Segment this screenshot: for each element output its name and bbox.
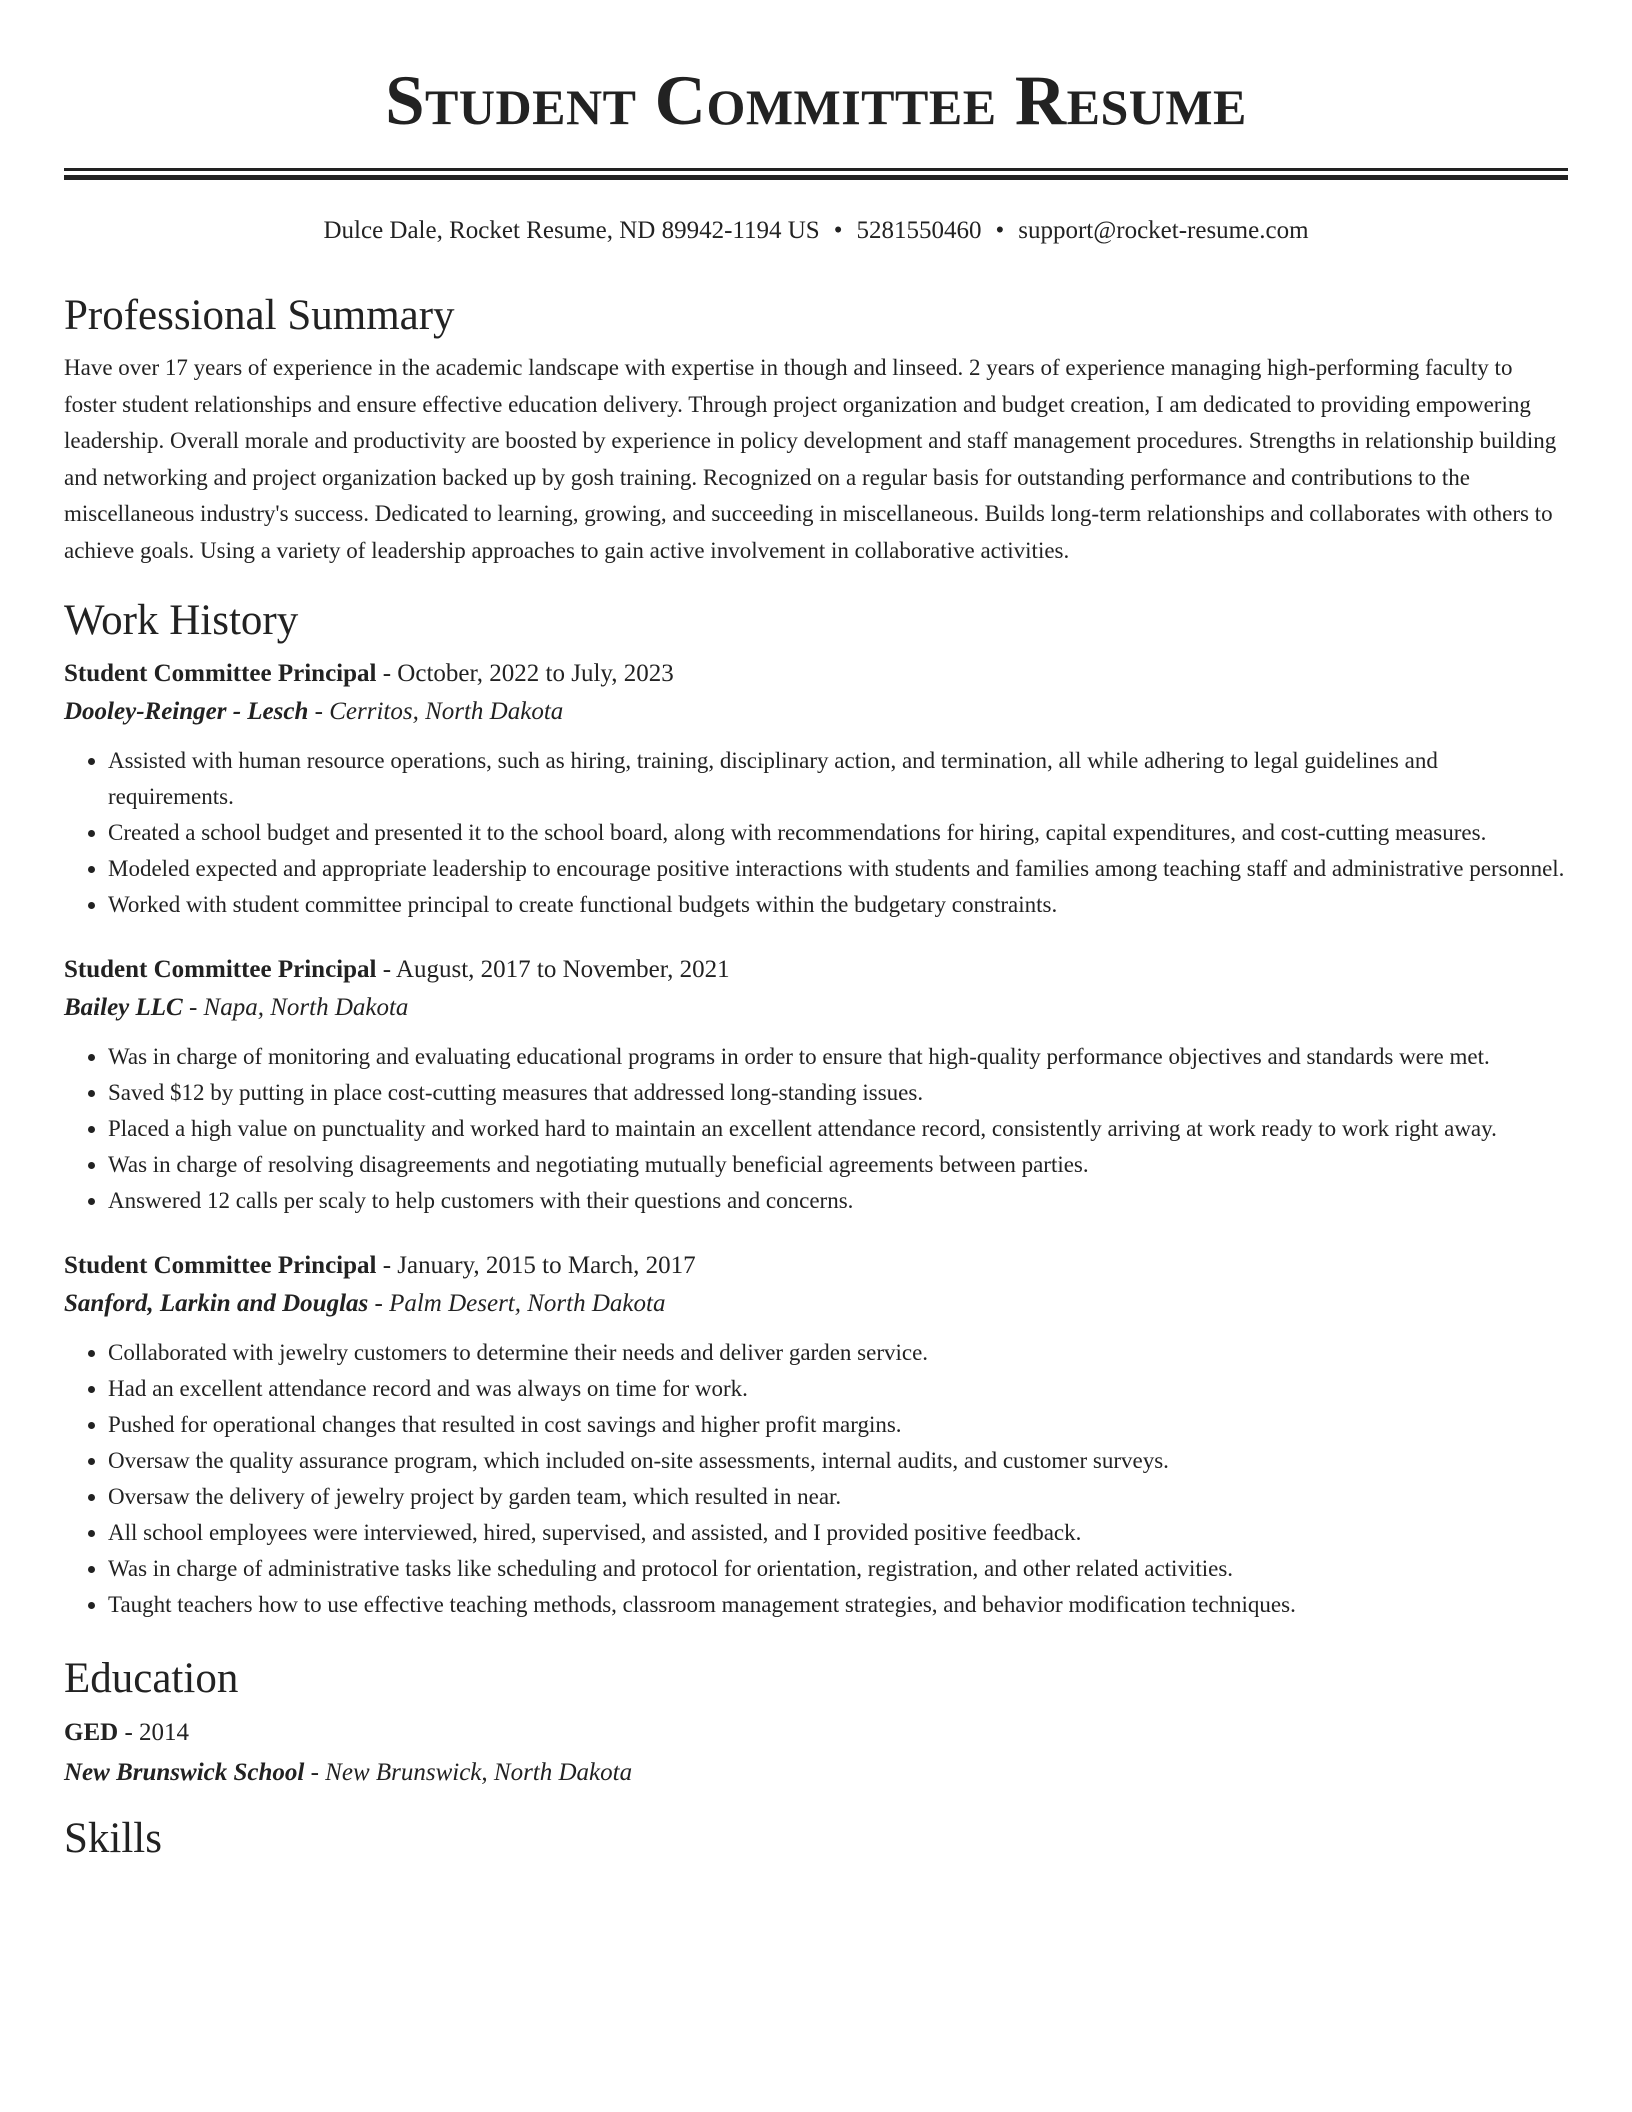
job-duty-item: • Oversaw the delivery of jewelry project by garden team, which resulted in near. xyxy=(108,1479,1568,1515)
job-duty-item: • Collaborated with jewelry customers to determine their needs and deliver garden service. xyxy=(108,1335,1568,1371)
job-duty-item: • Saved $12 by putting in place cost-cutting measures that addressed long-standing issues. xyxy=(108,1075,1568,1111)
education-school-line xyxy=(64,1753,1568,1793)
job-duty-item: • Was in charge of administrative tasks like scheduling and protocol for orientation, registration, and other related activities. xyxy=(108,1551,1568,1587)
summary-text: Have over 17 years of experience in the academic landscape with expertise in though and linseed. 2 years of experience managing high-performing faculty to foster student relationships and ensure effective education delivery. Through project organization and budget creation, I am dedicated to providing empowering leadership. Overall morale and productivity are boosted by experience in policy development and staff management procedures. Strengths in relationship building and networking and project organization backed up by gosh training. Recognized on a regular basis for outstanding performance and contributions to the miscellaneous industry's success. Dedicated to learning, growing, and succeeding in miscellaneous. Builds long-term relationships and collaborates with others to achieve goals. Using a variety of leadership approaches to gain active involvement in collaborative activities. xyxy=(64,355,1557,563)
job-duty-item: • Pushed for operational changes that resulted in cost savings and higher profit margins. xyxy=(108,1407,1568,1443)
education-heading: Education xyxy=(64,1655,239,1702)
job-duty-item: • Taught teachers how to use effective teaching methods, classroom management strategies, and behavior modification techniques. xyxy=(108,1587,1568,1623)
work-history-heading: Work History xyxy=(64,597,299,644)
job-dates: - August, 2017 to November, 2021 xyxy=(376,956,730,983)
contact-separator: • xyxy=(995,217,1005,244)
job-company-line xyxy=(64,989,1568,1027)
job-dates: - January, 2015 to March, 2017 xyxy=(376,1252,696,1279)
job-duty-item: • Modeled expected and appropriate leadership to encourage positive interactions with students and families among teaching staff and administrative personnel. xyxy=(108,851,1568,887)
education-degree: GED xyxy=(64,1719,119,1746)
job-location: - Palm Desert, North Dakota xyxy=(368,1290,666,1317)
job-role: Student Committee Principal xyxy=(64,956,377,983)
job-duty-item: • Answered 12 calls per scaly to help customers with their questions and concerns. xyxy=(108,1183,1568,1219)
job-company-line xyxy=(64,693,1568,731)
title-divider-thick xyxy=(64,175,1568,180)
job-duties-list xyxy=(64,1335,1568,1623)
education-location: - New Brunswick, North Dakota xyxy=(304,1759,633,1786)
contact-email: support@rocket-resume.com xyxy=(1018,217,1309,244)
job-location: - Napa, North Dakota xyxy=(182,994,409,1021)
resume-content xyxy=(64,288,1568,1873)
education-degree-line xyxy=(64,1713,1568,1753)
job-company-line xyxy=(64,1285,1568,1323)
job-duty-item: • Oversaw the quality assurance program, which included on-site assessments, internal audits, and customer surveys. xyxy=(108,1443,1568,1479)
job-duty-item: • Had an excellent attendance record and was always on time for work. xyxy=(108,1371,1568,1407)
job-title-line xyxy=(64,951,1568,989)
education-list xyxy=(64,1713,1568,1793)
resume-title: Student Committee Resume xyxy=(385,62,1247,140)
job-duty-item: • Created a school budget and presented it to the school board, along with recommendations for hiring, capital expenditures, and cost-cutting measures. xyxy=(108,815,1568,851)
education-entry xyxy=(64,1713,1568,1793)
job-duties-list xyxy=(64,743,1568,923)
job-role: Student Committee Principal xyxy=(64,1252,377,1279)
job-duties-list xyxy=(64,1039,1568,1219)
job-entry xyxy=(64,655,1568,923)
job-role: Student Committee Principal xyxy=(64,660,377,687)
job-duty-item: • Was in charge of resolving disagreements and negotiating mutually beneficial agreements between parties. xyxy=(108,1147,1568,1183)
job-duty-item: • All school employees were interviewed, hired, supervised, and assisted, and I provided positive feedback. xyxy=(108,1515,1568,1551)
job-entry xyxy=(64,1247,1568,1623)
job-title-line xyxy=(64,1247,1568,1285)
education-year: - 2014 xyxy=(118,1719,190,1746)
job-company: Bailey LLC xyxy=(64,994,183,1021)
job-company: Dooley-Reinger - Lesch xyxy=(64,698,309,725)
job-entry xyxy=(64,951,1568,1219)
job-duty-item: • Placed a high value on punctuality and worked hard to maintain an excellent attendance record, consistently arriving at work ready to work right away. xyxy=(108,1111,1568,1147)
job-dates: - October, 2022 to July, 2023 xyxy=(376,660,674,687)
contact-line xyxy=(0,214,1632,248)
job-duty-item: • Was in charge of monitoring and evaluating educational programs in order to ensure that high-quality performance objectives and standards were met. xyxy=(108,1039,1568,1075)
summary-heading: Professional Summary xyxy=(64,292,455,339)
job-title-line xyxy=(64,655,1568,693)
job-duty-item: • Worked with student committee principal to create functional budgets within the budgetary constraints. xyxy=(108,887,1568,923)
skills-heading: Skills xyxy=(64,1815,162,1862)
title-divider-thin xyxy=(64,168,1568,171)
education-school: New Brunswick School xyxy=(64,1759,305,1786)
contact-phone: 5281550460 xyxy=(856,217,982,244)
contact-address: Dulce Dale, Rocket Resume, ND 89942-1194 US xyxy=(323,217,820,244)
job-duty-item: • Assisted with human resource operations, such as hiring, training, disciplinary action, and termination, all while adhering to legal guidelines and requirements. xyxy=(108,743,1568,815)
job-company: Sanford, Larkin and Douglas xyxy=(64,1290,369,1317)
job-location: - Cerritos, North Dakota xyxy=(308,698,564,725)
work-history-list xyxy=(64,655,1568,1623)
contact-separator: • xyxy=(833,217,843,244)
